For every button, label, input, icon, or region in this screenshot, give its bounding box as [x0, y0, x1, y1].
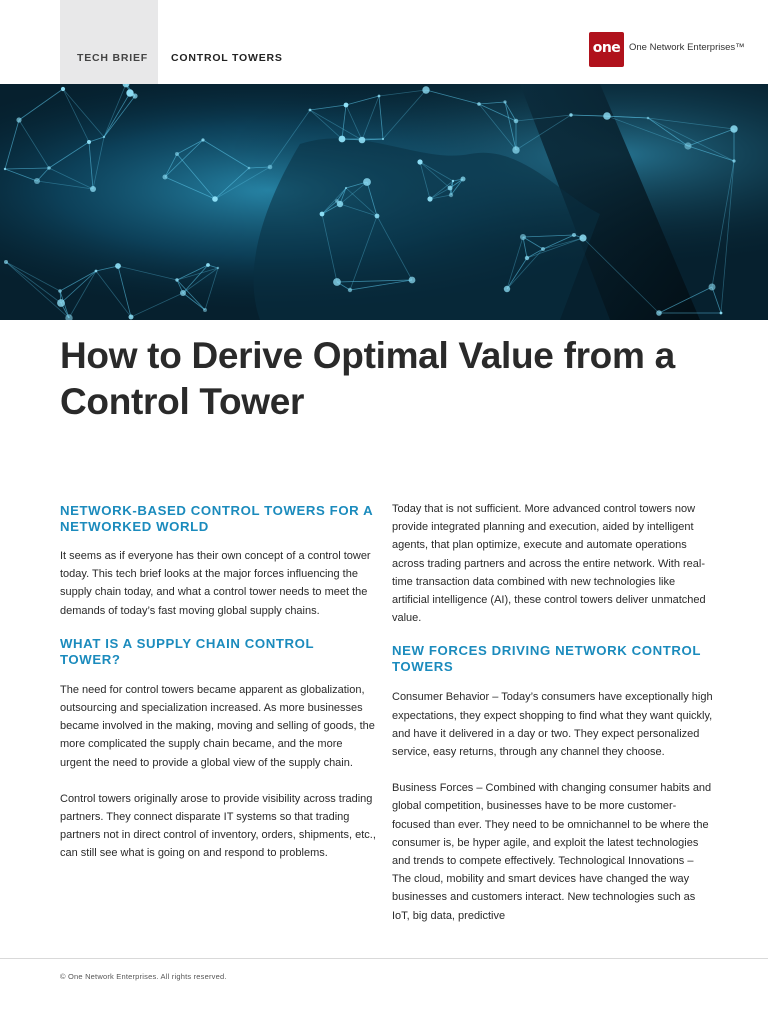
company-logo-text: One Network Enterprises™: [629, 42, 745, 53]
paragraph-consumer-behavior: Consumer Behavior – Today’s consumers have exceptionally high expectations, they expect shopping to find what they want quickly, and have it delivered in a day or two. They expect personalized service, easy returns, through any channel they choose.: [392, 691, 713, 759]
network-node: [4, 168, 6, 170]
tab-tech-brief: [60, 0, 158, 84]
network-node: [309, 109, 312, 112]
network-node: [163, 175, 168, 180]
network-node: [417, 159, 422, 164]
network-node: [180, 290, 186, 296]
network-node: [647, 117, 650, 120]
network-node: [344, 103, 349, 108]
page-title: How to Derive Optimal Value from a Control Tower: [60, 335, 675, 422]
logo-mark-text: one: [592, 40, 621, 56]
network-node: [684, 142, 691, 149]
network-node: [95, 270, 98, 273]
network-node: [520, 234, 526, 240]
network-node: [363, 178, 371, 186]
network-node: [448, 186, 453, 191]
network-node: [268, 165, 273, 170]
network-globe-icon: [0, 84, 768, 320]
network-node: [422, 86, 429, 93]
network-node: [504, 286, 510, 292]
network-node: [656, 310, 662, 316]
network-node: [90, 186, 96, 192]
network-node: [333, 278, 341, 286]
paragraph-need-for-control-towers: The need for control towers became apparent as globalization, outsourcing and specialization increased. As more businesses became involved in the making, moving and selling of goods, the more complicated the supply chain became, and the more urgent the need to provide a global view of the supply chain.: [60, 683, 375, 769]
network-node: [512, 146, 519, 153]
network-node: [335, 199, 339, 203]
network-node: [427, 196, 432, 201]
paragraph-visibility: Control towers originally arose to provide visibility across trading partners. They connect disparate IT systems so that trading partners not in direct control of inventory, orders, shipments, etc., can still see what is going on and respond to problems.: [60, 792, 376, 860]
network-node: [732, 159, 735, 162]
network-node: [203, 308, 207, 312]
network-node: [58, 289, 62, 293]
network-node: [730, 125, 737, 132]
network-node: [61, 87, 65, 91]
tab-control-towers-label: CONTROL TOWERS: [171, 52, 283, 64]
network-node: [452, 180, 454, 182]
network-node: [57, 299, 65, 307]
network-node: [212, 196, 218, 202]
network-node: [579, 234, 586, 241]
network-node: [461, 177, 466, 182]
network-node: [175, 152, 179, 156]
network-node: [34, 178, 40, 184]
footer-copyright: © One Network Enterprises. All rights reserved.: [60, 972, 227, 981]
network-node: [320, 212, 325, 217]
network-node: [217, 267, 219, 269]
network-node: [206, 263, 210, 267]
hero-network-globe-image: [0, 84, 768, 320]
paragraph-intro: It seems as if everyone has their own concept of a control tower today. This tech brief looks at the major forces influencing the supply chain today, and what a control tower needs to meet the demands of today’s fast moving global supply chains.: [60, 550, 371, 617]
network-node: [409, 277, 416, 284]
network-node: [720, 312, 723, 315]
network-node: [541, 247, 545, 251]
left-column: [60, 503, 376, 863]
paragraph-business-forces: Business Forces – Combined with changing consumer habits and global competition, businesses have to be more customer-focused than ever. They need to be omnichannel to be where the consumer is, be hyper agile, and exploit the latest technologies and trends to compete effectively. Technological Innovations – The cloud, mobility and smart devices have changed the way businesses and customers interact. New technologies such as IoT, big data, predictive: [392, 782, 712, 922]
network-node: [503, 100, 506, 103]
paragraph-not-sufficient: Today that is not sufficient. More advanced control towers now provide integrated planning and execution, aided by intelligent agents, that plan optimize, execute and automate operations across trading partners and across the entire network. With real-time transaction data combined with new technologies like artificial intelligence (AI), these control towers deliver unmatched value.: [392, 503, 706, 625]
network-node: [359, 137, 366, 144]
network-node: [449, 193, 453, 197]
network-node: [4, 260, 8, 264]
network-node: [525, 256, 529, 260]
network-node: [103, 136, 105, 138]
footer-divider: [0, 958, 768, 959]
network-node: [175, 278, 178, 281]
network-node: [514, 119, 519, 124]
network-node: [129, 315, 134, 320]
network-node: [375, 214, 380, 219]
right-column: [392, 500, 714, 925]
network-node: [709, 284, 716, 291]
network-node: [248, 167, 251, 170]
heading-new-forces: NEW FORCES DRIVING NETWORK CONTROL TOWERS: [392, 643, 701, 675]
heading-network-based-control-towers: NETWORK-BASED CONTROL TOWERS FOR A NETWORKED WORLD: [60, 503, 373, 534]
company-logo-mark: [589, 32, 624, 67]
network-node: [348, 288, 352, 292]
network-node: [378, 95, 381, 98]
network-node: [569, 113, 572, 116]
heading-what-is-control-tower: WHAT IS A SUPPLY CHAIN CONTROL TOWER?: [60, 635, 314, 667]
network-node: [16, 117, 21, 122]
network-node: [477, 102, 481, 106]
network-node: [345, 187, 347, 189]
network-node: [382, 138, 384, 140]
network-node: [126, 89, 133, 96]
tab-tech-brief-label: TECH BRIEF: [77, 52, 148, 64]
network-node: [572, 233, 576, 237]
network-node: [201, 138, 204, 141]
network-node: [339, 136, 346, 143]
network-node: [603, 112, 611, 120]
network-node: [115, 263, 121, 269]
network-node: [47, 166, 51, 170]
network-node: [87, 140, 91, 144]
header-bar: [0, 0, 768, 84]
